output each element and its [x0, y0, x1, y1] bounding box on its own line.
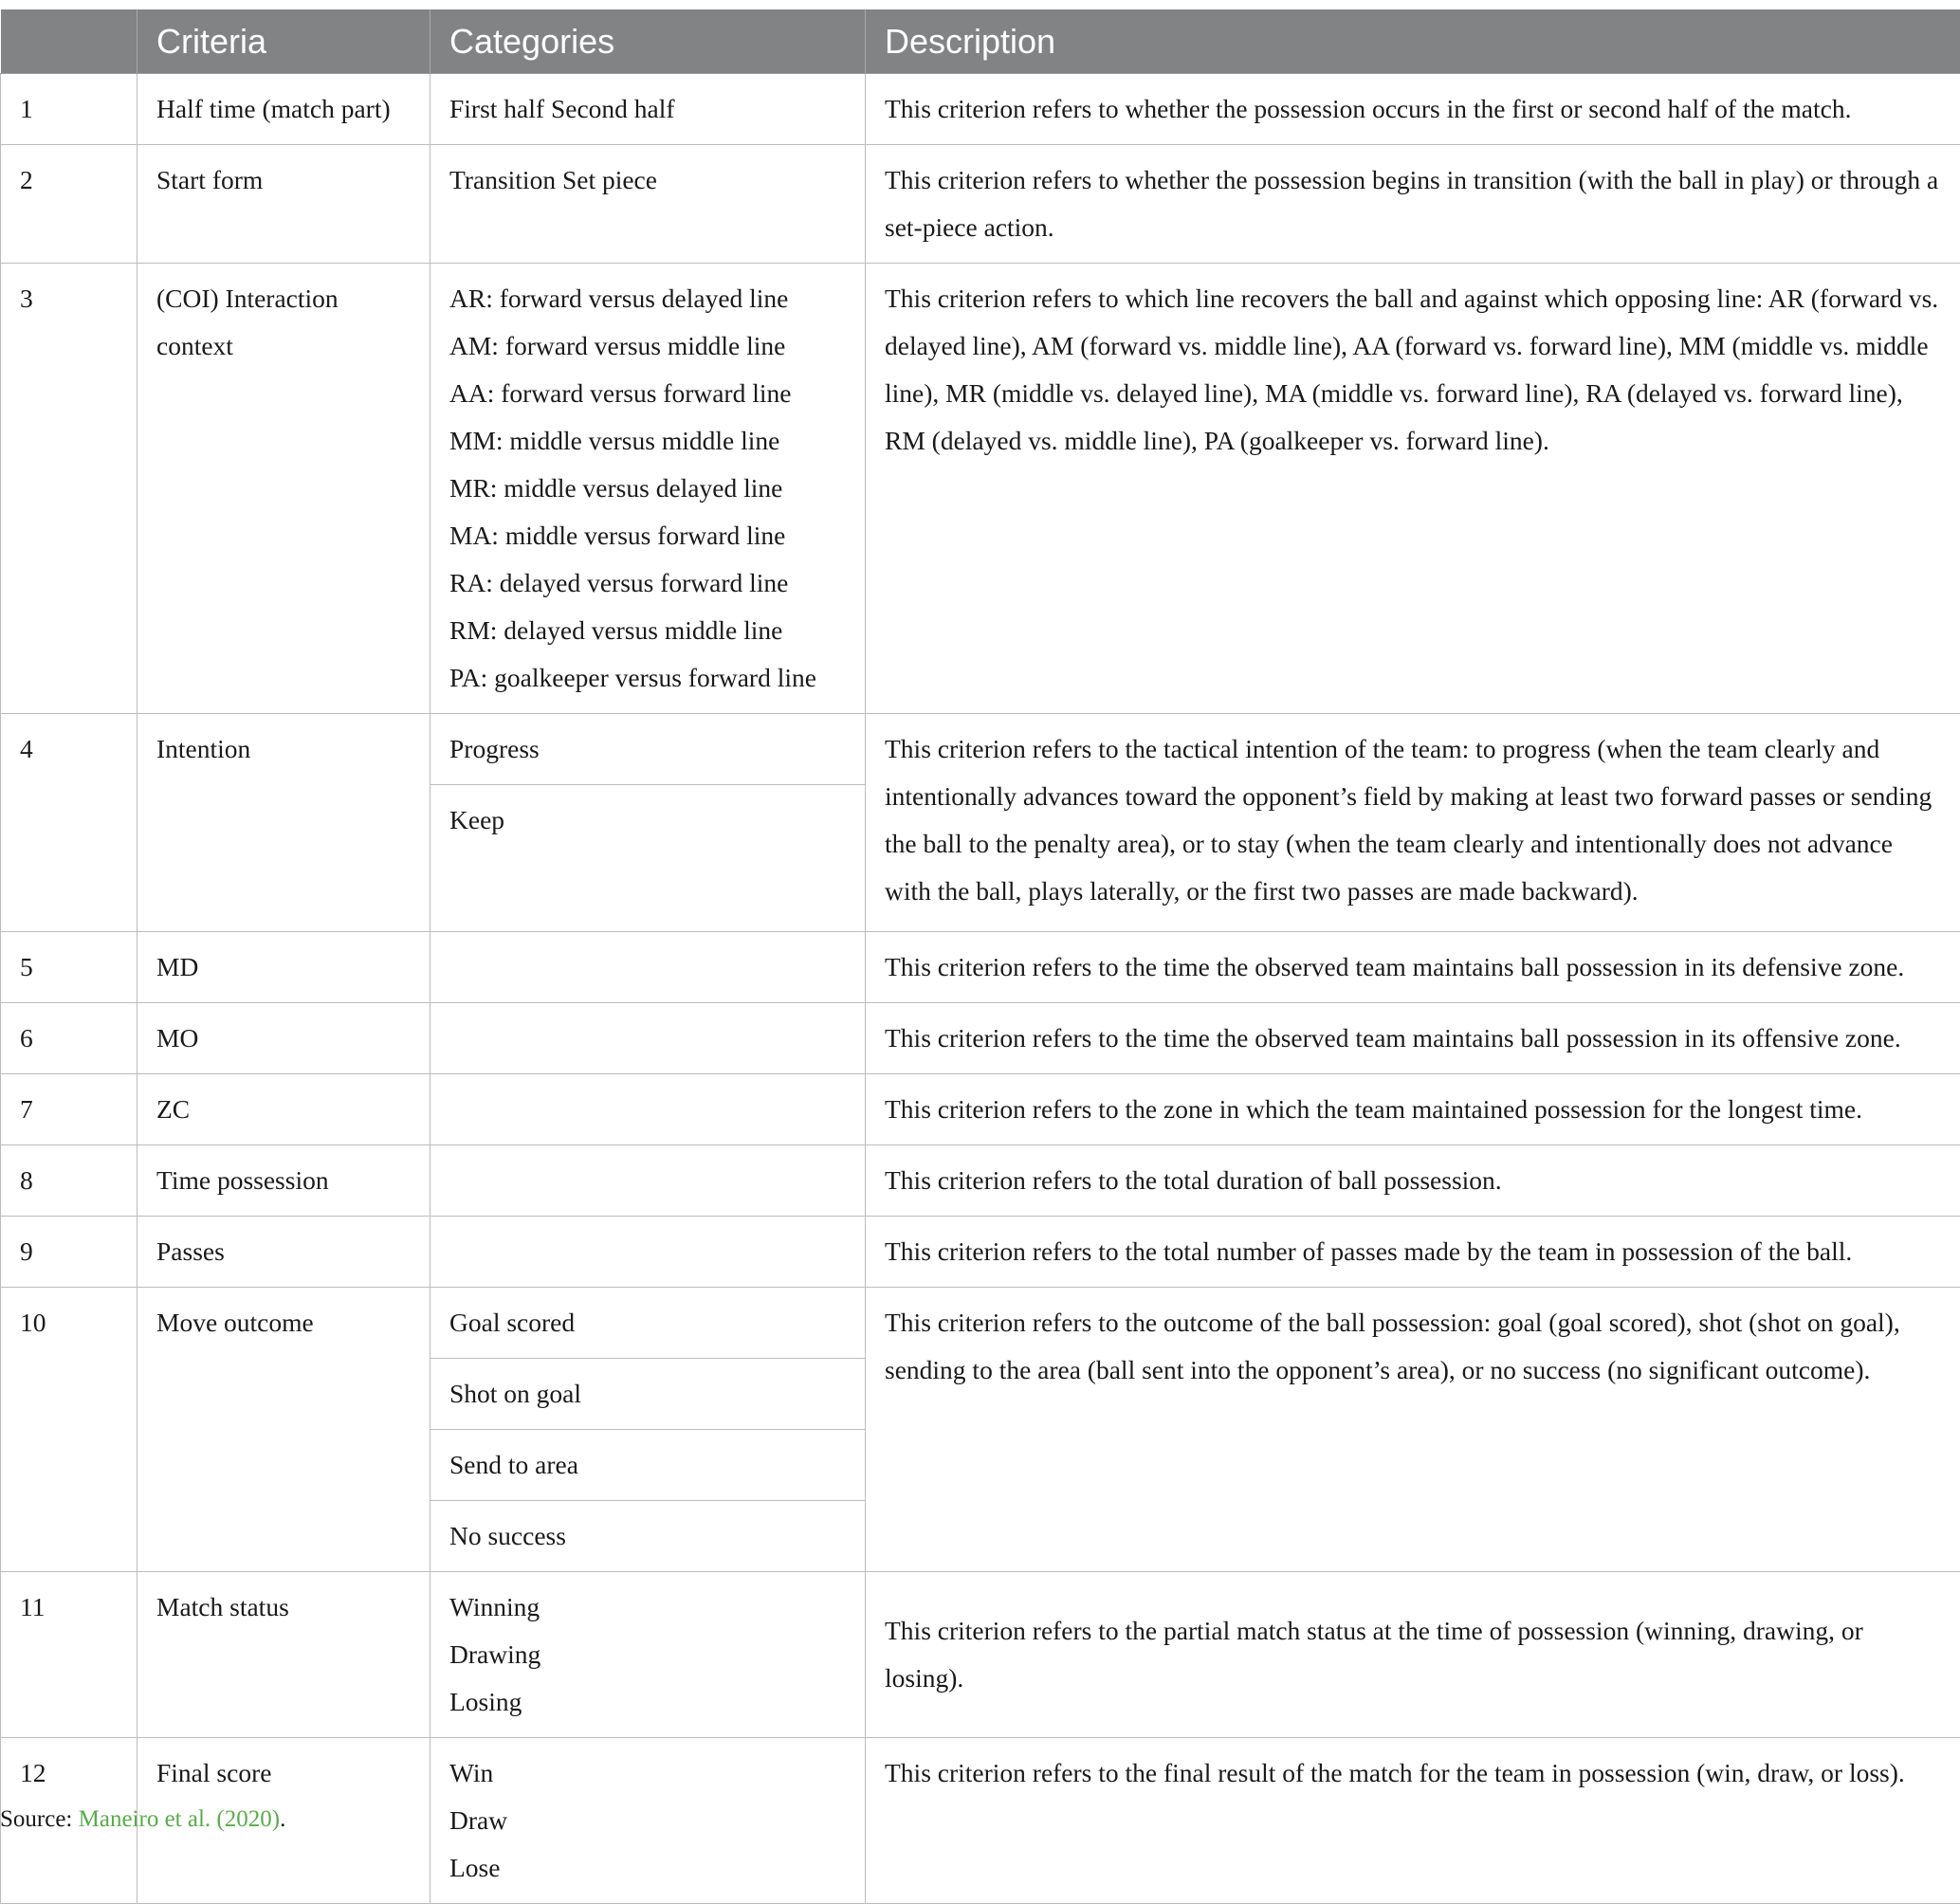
category-cell: Progress: [430, 714, 866, 785]
table-row: [1, 1145, 1960, 1217]
row-description: This criterion refers to the time the observed team maintains ball possession in its defensive zone.: [866, 932, 1960, 1003]
row-description: This criterion refers to the tactical intention of the team: to progress (when the team clearly and intentionally advances toward the opponent’s field by making at least two forward passes or sending the ball to the penalty area), or to stay (when the team clearly and intentionally does not advance with the ball, plays laterally, or the first two passes are made backward).: [866, 714, 1960, 932]
row-categories: [430, 264, 866, 714]
row-description: This criterion refers to whether the possession occurs in the first or second half of the match.: [866, 74, 1960, 145]
row-number: 8: [1, 1145, 137, 1217]
table-row: [1, 74, 1960, 145]
category-cell: Goal scored: [430, 1288, 866, 1359]
row-description: This criterion refers to the outcome of the ball possession: goal (goal scored), shot (shot on goal), sending to the area (ball sent into the opponent’s area), or no success (no significant outcome).: [866, 1288, 1960, 1572]
row-number: 3: [1, 264, 137, 714]
category-item: Winning: [449, 1584, 846, 1631]
row-number: 12: [1, 1738, 137, 1904]
header-description: Description: [866, 9, 1960, 74]
table-row: [1, 1572, 1960, 1738]
row-description: This criterion refers to which line recovers the ball and against which opposing line: AR (forward vs. delayed line), AM (forward vs. middle line), AA (forward vs. forward line), MM (middle vs. middle line), MR (middle vs. delayed line), MA (middle vs. forward line), RA (delayed vs. forward line), RM (delayed vs. middle line), PA (goalkeeper vs. forward line).: [866, 264, 1960, 714]
row-number: 1: [1, 74, 137, 145]
category-cell: No success: [430, 1501, 866, 1572]
table-row: [1, 1074, 1960, 1145]
source-reference-link[interactable]: Maneiro et al. (2020): [79, 1806, 280, 1832]
row-categories: [430, 1738, 866, 1904]
category-item: Win: [449, 1749, 846, 1797]
category-item: Draw: [449, 1797, 846, 1844]
category-item: First half Second half: [449, 85, 846, 133]
header-categories: Categories: [430, 9, 866, 74]
row-categories: [430, 1145, 866, 1217]
table-row: [1, 1288, 1960, 1359]
row-categories: [430, 1003, 866, 1074]
source-label: Source:: [0, 1806, 79, 1832]
row-description: This criterion refers to the final result of the match for the team in possession (win, draw, or loss).: [866, 1738, 1960, 1904]
header-number: [1, 9, 137, 74]
table-row: [1, 932, 1960, 1003]
row-number: 9: [1, 1217, 137, 1288]
row-criteria: MO: [137, 1003, 430, 1074]
category-item: MM: middle versus middle line: [449, 417, 846, 465]
table-row: [1, 1003, 1960, 1074]
row-number: 5: [1, 932, 137, 1003]
row-categories: [430, 932, 866, 1003]
row-number: 2: [1, 145, 137, 264]
table-row: [1, 1217, 1960, 1288]
row-criteria: (COI) Interaction context: [137, 264, 430, 714]
category-item: MR: middle versus delayed line: [449, 465, 846, 512]
source-note: [0, 1806, 285, 1833]
row-description: This criterion refers to the total number of passes made by the team in possession of the ball.: [866, 1217, 1960, 1288]
row-categories: [430, 1074, 866, 1145]
row-categories: [430, 1217, 866, 1288]
row-description: This criterion refers to the total duration of ball possession.: [866, 1145, 1960, 1217]
header-criteria: Criteria: [137, 9, 430, 74]
row-criteria: Passes: [137, 1217, 430, 1288]
row-number: 4: [1, 714, 137, 932]
header-row: [1, 9, 1960, 74]
category-item: Lose: [449, 1844, 846, 1892]
criteria-table: [0, 9, 1960, 1904]
row-description: This criterion refers to the partial match status at the time of possession (winning, drawing, or losing).: [866, 1572, 1960, 1738]
source-suffix: .: [280, 1806, 285, 1832]
category-item: PA: goalkeeper versus forward line: [449, 654, 846, 702]
category-item: AR: forward versus delayed line: [449, 275, 846, 322]
row-number: 6: [1, 1003, 137, 1074]
category-item: Losing: [449, 1678, 846, 1726]
table-row: [1, 1738, 1960, 1904]
category-item: MA: middle versus forward line: [449, 512, 846, 559]
category-cell: Keep: [430, 785, 866, 932]
row-number: 10: [1, 1288, 137, 1572]
table-row: [1, 145, 1960, 264]
category-item: AA: forward versus forward line: [449, 370, 846, 417]
row-criteria: Time possession: [137, 1145, 430, 1217]
category-item: AM: forward versus middle line: [449, 322, 846, 370]
row-categories: [430, 74, 866, 145]
row-number: 7: [1, 1074, 137, 1145]
table-row: [1, 264, 1960, 714]
row-number: 11: [1, 1572, 137, 1738]
category-item: Drawing: [449, 1631, 846, 1678]
row-description: This criterion refers to whether the possession begins in transition (with the ball in play) or through a set-piece action.: [866, 145, 1960, 264]
category-item: RM: delayed versus middle line: [449, 607, 846, 654]
row-criteria: MD: [137, 932, 430, 1003]
row-criteria: Intention: [137, 714, 430, 932]
row-criteria: Half time (match part): [137, 74, 430, 145]
row-criteria: Start form: [137, 145, 430, 264]
row-categories: [430, 1572, 866, 1738]
table-row: [1, 714, 1960, 785]
category-cell: Send to area: [430, 1430, 866, 1501]
row-criteria: Move outcome: [137, 1288, 430, 1572]
category-cell: Shot on goal: [430, 1359, 866, 1430]
category-item: Transition Set piece: [449, 156, 846, 204]
row-criteria: Final score: [137, 1738, 430, 1904]
row-description: This criterion refers to the time the observed team maintains ball possession in its offensive zone.: [866, 1003, 1960, 1074]
category-item: RA: delayed versus forward line: [449, 559, 846, 607]
row-criteria: Match status: [137, 1572, 430, 1738]
row-categories: [430, 145, 866, 264]
row-criteria: ZC: [137, 1074, 430, 1145]
row-description: This criterion refers to the zone in which the team maintained possession for the longest time.: [866, 1074, 1960, 1145]
